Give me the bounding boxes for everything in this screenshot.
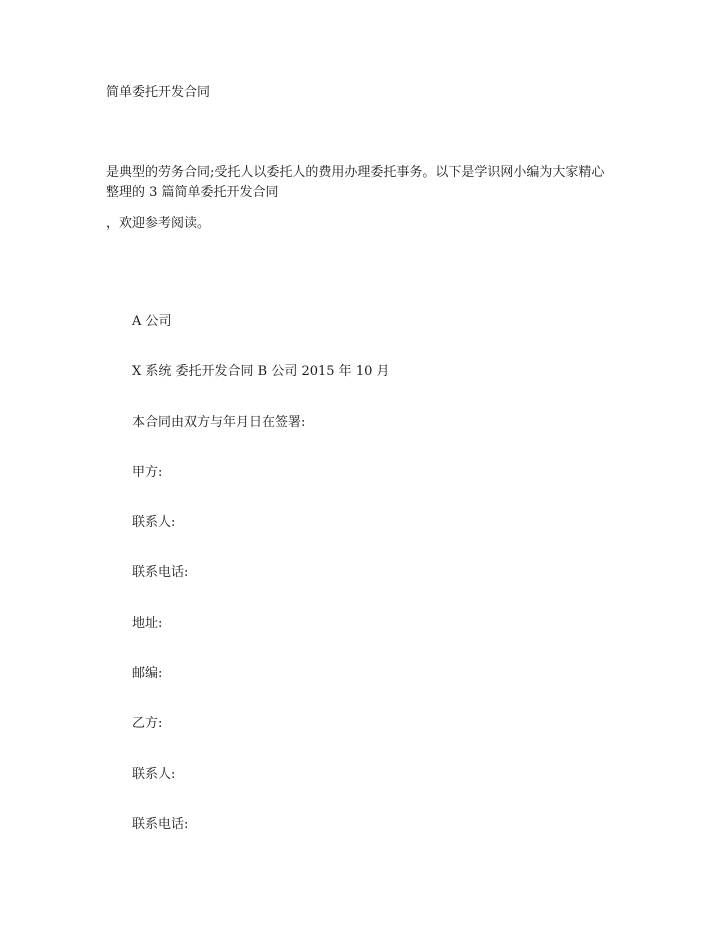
party-a-label: 甲方:	[132, 464, 163, 480]
party-b-contact-person: 联系人:	[132, 766, 176, 782]
intro-tail: ，欢迎参考阅读。	[106, 216, 211, 231]
intro-paragraph	[106, 163, 626, 203]
intro-line: 整理的 3 篇简单委托开发合同	[106, 185, 279, 200]
document-title: 简单委托开发合同	[106, 85, 211, 100]
party-a-phone: 联系电话:	[132, 565, 189, 581]
party-b-label: 乙方:	[132, 716, 163, 732]
party-a-postcode: 邮编:	[132, 666, 163, 682]
contract-heading: X 系统 委托开发合同 B 公司 2015 年 10 月	[132, 364, 390, 380]
party-a-contact-person: 联系人:	[132, 515, 176, 531]
contract-body	[132, 313, 390, 866]
party-b-phone: 联系电话:	[132, 816, 189, 832]
intro-line: 是典型的劳务合同;受托人以委托人的费用办理委托事务。以下是学识网小编为大家精心	[106, 165, 605, 180]
signing-statement: 本合同由双方与年月日在签署:	[132, 414, 306, 430]
party-a-address: 地址:	[132, 615, 163, 631]
party-a-company: A 公司	[132, 314, 172, 329]
